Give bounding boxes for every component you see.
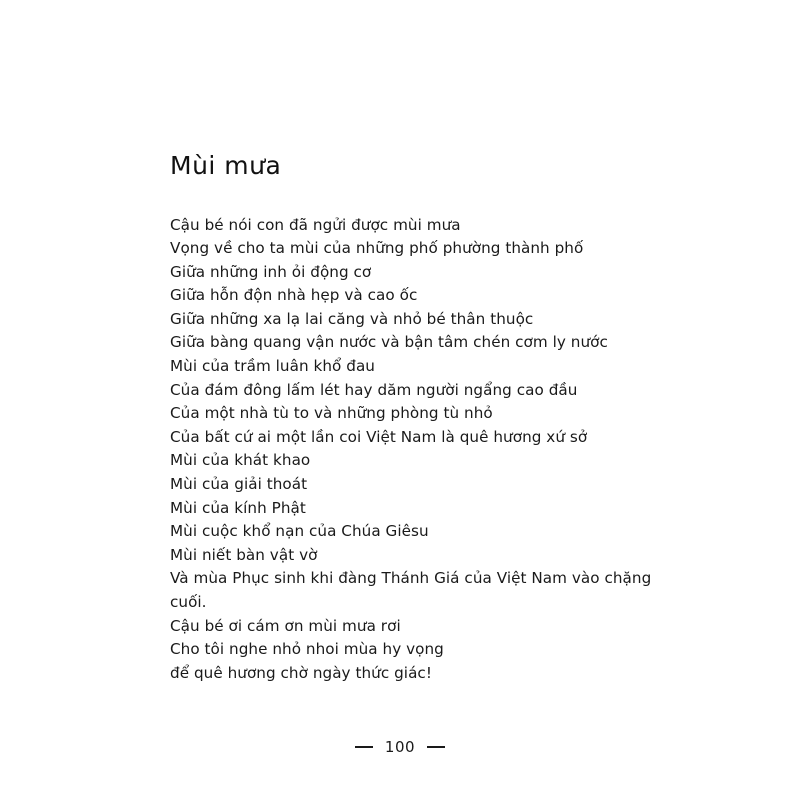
poem-line: Mùi của trầm luân khổ đau bbox=[170, 357, 375, 376]
poem-line: Cho tôi nghe nhỏ nhoi mùa hy vọng bbox=[170, 640, 444, 659]
poem-line: Cậu bé nói con đã ngửi được mùi mưa bbox=[170, 215, 461, 234]
poem-line: Vọng về cho ta mùi của những phố phường thành phố bbox=[170, 239, 584, 258]
page-number: 100 bbox=[384, 738, 416, 756]
poem-line: Của đám đông lấm lét hay dăm người ngẩng cao đầu bbox=[170, 380, 578, 399]
poem-line: Mùi niết bàn vật vờ bbox=[170, 545, 318, 564]
poem-line: Mùi của kính Phật bbox=[170, 498, 306, 517]
poem-block bbox=[170, 152, 690, 685]
poem-line: Giữa những xa lạ lai căng và nhỏ bé thân thuộc bbox=[170, 309, 534, 328]
page-footer bbox=[0, 738, 800, 756]
poem-body bbox=[170, 214, 690, 686]
page-title: Mùi mưa bbox=[170, 151, 282, 180]
poem-line: Giữa hỗn độn nhà hẹp và cao ốc bbox=[170, 286, 418, 305]
poem-line: Giữa bàng quang vận nước và bận tâm chén cơm ly nước bbox=[170, 333, 608, 352]
poem-line: Mùi của khát khao bbox=[170, 451, 311, 470]
poem-line: Mùi của giải thoát bbox=[170, 475, 308, 494]
poem-line: Cậu bé ơi cám ơn mùi mưa rơi bbox=[170, 616, 401, 635]
poem-line: Mùi cuộc khổ nạn của Chúa Giêsu bbox=[170, 522, 429, 541]
poem-line: Giữa những inh ỏi động cơ bbox=[170, 262, 372, 281]
poem-line: để quê hương chờ ngày thức giác! bbox=[170, 663, 432, 682]
poem-line: Của bất cứ ai một lần coi Việt Nam là quê hương xứ sở bbox=[170, 427, 588, 446]
poem-line: Và mùa Phục sinh khi đàng Thánh Giá của Việt Nam vào chặng cuối. bbox=[170, 569, 657, 611]
footer-rule-right-icon bbox=[427, 746, 445, 748]
footer-rule-left-icon bbox=[355, 746, 373, 748]
poem-line: Của một nhà tù to và những phòng tù nhỏ bbox=[170, 404, 493, 423]
